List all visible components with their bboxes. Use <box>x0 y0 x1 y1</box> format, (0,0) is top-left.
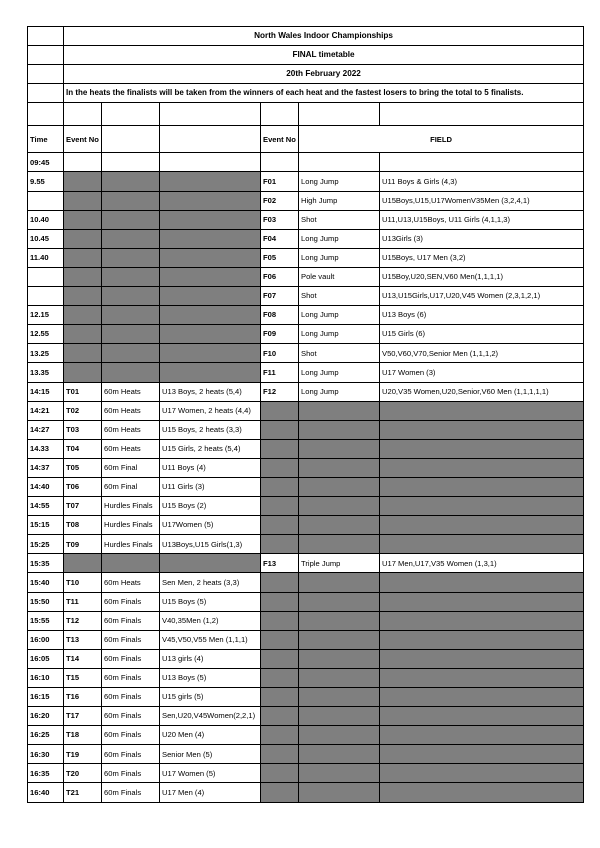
field-event-no <box>261 688 299 707</box>
schedule-row <box>28 458 584 477</box>
field-event-detail <box>380 611 584 630</box>
schedule-row <box>28 229 584 248</box>
track-event-name: 60m Finals <box>102 668 160 687</box>
field-event-no <box>261 707 299 726</box>
track-event-no <box>64 267 102 286</box>
blank-cell <box>102 103 160 126</box>
field-event-no: F11 <box>261 363 299 382</box>
blank-cell <box>28 27 64 46</box>
field-event-name: Long Jump <box>299 229 380 248</box>
track-event-no: T20 <box>64 764 102 783</box>
track-event-name <box>102 306 160 325</box>
schedule-row <box>28 153 584 172</box>
track-event-no: T10 <box>64 573 102 592</box>
field-event-no: F10 <box>261 344 299 363</box>
field-event-name <box>299 783 380 802</box>
blank-cell <box>28 103 64 126</box>
track-event-no: T16 <box>64 688 102 707</box>
track-event-name <box>102 191 160 210</box>
track-event-no <box>64 554 102 573</box>
field-event-detail <box>380 153 584 172</box>
field-event-name <box>299 573 380 592</box>
schedule-row <box>28 668 584 687</box>
time-cell: 15:35 <box>28 554 64 573</box>
field-event-name <box>299 707 380 726</box>
field-event-name <box>299 649 380 668</box>
track-event-detail <box>160 229 261 248</box>
field-event-no <box>261 497 299 516</box>
field-event-name: Shot <box>299 344 380 363</box>
schedule-row <box>28 248 584 267</box>
blank-cell <box>102 126 160 153</box>
track-event-detail: U17 Women (5) <box>160 764 261 783</box>
field-event-no <box>261 649 299 668</box>
track-event-no <box>64 306 102 325</box>
time-cell: 15:40 <box>28 573 64 592</box>
field-event-no <box>261 573 299 592</box>
schedule-row <box>28 287 584 306</box>
heats-note: In the heats the finalists will be taken from the winners of each heat and the fastest losers to bring the total to 5 finalists. <box>64 84 584 103</box>
track-event-detail: V40,35Men (1,2) <box>160 611 261 630</box>
field-event-detail <box>380 764 584 783</box>
time-cell: 16:10 <box>28 668 64 687</box>
track-event-no: T19 <box>64 745 102 764</box>
field-event-name <box>299 611 380 630</box>
track-event-no <box>64 210 102 229</box>
track-event-name: 60m Finals <box>102 649 160 668</box>
track-event-name <box>102 267 160 286</box>
field-event-no: F04 <box>261 229 299 248</box>
column-header-track-event-no: Event No <box>64 126 102 153</box>
track-event-no: T13 <box>64 630 102 649</box>
time-cell: 16:25 <box>28 726 64 745</box>
track-event-name: 60m Finals <box>102 592 160 611</box>
track-event-detail <box>160 554 261 573</box>
field-event-no <box>261 401 299 420</box>
time-cell: 10.40 <box>28 210 64 229</box>
schedule-row <box>28 497 584 516</box>
track-event-name <box>102 172 160 191</box>
doc-title: North Wales Indoor Championships <box>64 27 584 46</box>
schedule-row <box>28 325 584 344</box>
time-cell: 14:37 <box>28 458 64 477</box>
track-event-detail <box>160 325 261 344</box>
schedule-row <box>28 306 584 325</box>
schedule-row <box>28 420 584 439</box>
field-event-detail: U13,U15Girls,U17,U20,V45 Women (2,3,1,2,1) <box>380 287 584 306</box>
track-event-detail <box>160 153 261 172</box>
track-event-detail: U13 girls (4) <box>160 649 261 668</box>
track-event-name: 60m Final <box>102 477 160 496</box>
field-event-no <box>261 745 299 764</box>
track-event-name: 60m Heats <box>102 573 160 592</box>
field-event-detail: U13 Boys (6) <box>380 306 584 325</box>
track-event-name <box>102 287 160 306</box>
schedule-row <box>28 630 584 649</box>
schedule-row <box>28 172 584 191</box>
track-event-name: 60m Finals <box>102 726 160 745</box>
track-event-name <box>102 344 160 363</box>
field-event-detail <box>380 477 584 496</box>
schedule-row <box>28 649 584 668</box>
time-cell <box>28 287 64 306</box>
field-event-no <box>261 439 299 458</box>
schedule-row <box>28 535 584 554</box>
field-event-detail <box>380 439 584 458</box>
track-event-no: T14 <box>64 649 102 668</box>
track-event-detail <box>160 287 261 306</box>
field-event-name: Long Jump <box>299 172 380 191</box>
track-event-detail: U15 Boys (2) <box>160 497 261 516</box>
track-event-detail <box>160 344 261 363</box>
track-event-name: 60m Heats <box>102 401 160 420</box>
blank-cell <box>160 126 261 153</box>
track-event-no <box>64 229 102 248</box>
field-event-name: Long Jump <box>299 363 380 382</box>
doc-date: 20th February 2022 <box>64 65 584 84</box>
track-event-no: T03 <box>64 420 102 439</box>
field-event-name <box>299 592 380 611</box>
field-event-no: F03 <box>261 210 299 229</box>
track-event-name <box>102 210 160 229</box>
track-event-detail: Senior Men (5) <box>160 745 261 764</box>
field-event-detail: U15Boys, U17 Men (3,2) <box>380 248 584 267</box>
track-event-no <box>64 153 102 172</box>
track-event-no: T05 <box>64 458 102 477</box>
doc-subtitle: FINAL timetable <box>64 46 584 65</box>
field-event-name <box>299 745 380 764</box>
field-event-detail <box>380 497 584 516</box>
time-cell: 14.33 <box>28 439 64 458</box>
track-event-no <box>64 248 102 267</box>
field-event-name <box>299 420 380 439</box>
schedule-row <box>28 688 584 707</box>
field-event-no: F01 <box>261 172 299 191</box>
field-event-detail <box>380 707 584 726</box>
track-event-name <box>102 363 160 382</box>
track-event-detail: U15 Girls, 2 heats (5,4) <box>160 439 261 458</box>
time-cell: 16:05 <box>28 649 64 668</box>
field-event-detail <box>380 726 584 745</box>
track-event-no <box>64 287 102 306</box>
field-event-detail: U20,V35 Women,U20,Senior,V60 Men (1,1,1,1,1) <box>380 382 584 401</box>
time-cell <box>28 191 64 210</box>
track-event-no: T01 <box>64 382 102 401</box>
field-event-name: Long Jump <box>299 325 380 344</box>
track-event-detail: U11 Boys (4) <box>160 458 261 477</box>
field-event-name: Long Jump <box>299 382 380 401</box>
time-cell: 09:45 <box>28 153 64 172</box>
schedule-row <box>28 707 584 726</box>
field-event-detail <box>380 688 584 707</box>
schedule-row <box>28 439 584 458</box>
track-event-name: 60m Finals <box>102 764 160 783</box>
track-event-detail <box>160 191 261 210</box>
track-event-detail: Sen,U20,V45Women(2,2,1) <box>160 707 261 726</box>
schedule-row <box>28 267 584 286</box>
field-event-name <box>299 516 380 535</box>
field-event-no <box>261 592 299 611</box>
time-cell: 16:15 <box>28 688 64 707</box>
time-cell: 15:50 <box>28 592 64 611</box>
field-event-name <box>299 630 380 649</box>
field-event-no: F07 <box>261 287 299 306</box>
track-event-detail: U15 Boys (5) <box>160 592 261 611</box>
time-cell: 14:21 <box>28 401 64 420</box>
field-event-name <box>299 153 380 172</box>
field-event-no <box>261 630 299 649</box>
track-event-no: T17 <box>64 707 102 726</box>
track-event-name: Hurdles Finals <box>102 516 160 535</box>
column-header-field: FIELD <box>299 126 584 153</box>
blank-cell <box>28 65 64 84</box>
track-event-name: 60m Final <box>102 458 160 477</box>
track-event-name: 60m Finals <box>102 745 160 764</box>
track-event-detail: U17 Women, 2 heats (4,4) <box>160 401 261 420</box>
field-event-name: High Jump <box>299 191 380 210</box>
track-event-no: T18 <box>64 726 102 745</box>
time-cell: 10.45 <box>28 229 64 248</box>
field-event-name <box>299 477 380 496</box>
field-event-name: Long Jump <box>299 306 380 325</box>
field-event-name <box>299 726 380 745</box>
track-event-name: 60m Heats <box>102 382 160 401</box>
schedule-row <box>28 783 584 802</box>
field-event-name <box>299 401 380 420</box>
field-event-name <box>299 439 380 458</box>
blank-cell <box>261 103 299 126</box>
time-cell: 14:27 <box>28 420 64 439</box>
track-event-detail: U13 Boys, 2 heats (5,4) <box>160 382 261 401</box>
track-event-no <box>64 172 102 191</box>
schedule-row <box>28 210 584 229</box>
field-event-no <box>261 535 299 554</box>
schedule-row <box>28 191 584 210</box>
field-event-no <box>261 611 299 630</box>
track-event-detail: U15 Boys, 2 heats (3,3) <box>160 420 261 439</box>
time-cell: 13.35 <box>28 363 64 382</box>
field-event-no: F06 <box>261 267 299 286</box>
field-event-detail <box>380 649 584 668</box>
time-cell: 16:20 <box>28 707 64 726</box>
field-event-no <box>261 477 299 496</box>
track-event-detail <box>160 248 261 267</box>
field-event-name <box>299 688 380 707</box>
timetable <box>27 26 584 803</box>
field-event-detail <box>380 420 584 439</box>
time-cell: 11.40 <box>28 248 64 267</box>
time-cell: 9.55 <box>28 172 64 191</box>
field-event-detail: U17 Women (3) <box>380 363 584 382</box>
field-event-name: Shot <box>299 287 380 306</box>
field-event-detail: U11,U13,U15Boys, U11 Girls (4,1,1,3) <box>380 210 584 229</box>
track-event-no: T09 <box>64 535 102 554</box>
time-cell: 16:00 <box>28 630 64 649</box>
time-cell: 15:25 <box>28 535 64 554</box>
field-event-name <box>299 764 380 783</box>
field-event-no: F05 <box>261 248 299 267</box>
field-event-detail: V50,V60,V70,Senior Men (1,1,1,2) <box>380 344 584 363</box>
track-event-name: 60m Heats <box>102 439 160 458</box>
field-event-detail <box>380 745 584 764</box>
schedule-row <box>28 363 584 382</box>
track-event-no <box>64 191 102 210</box>
time-cell: 16:35 <box>28 764 64 783</box>
track-event-detail: U13Boys,U15 Girls(1,3) <box>160 535 261 554</box>
field-event-no <box>261 420 299 439</box>
field-event-no: F09 <box>261 325 299 344</box>
schedule-row <box>28 382 584 401</box>
blank-cell <box>28 46 64 65</box>
field-event-detail <box>380 516 584 535</box>
field-event-detail <box>380 573 584 592</box>
track-event-name <box>102 153 160 172</box>
track-event-no: T21 <box>64 783 102 802</box>
track-event-detail <box>160 172 261 191</box>
track-event-name: 60m Finals <box>102 611 160 630</box>
track-event-name: Hurdles Finals <box>102 497 160 516</box>
track-event-name: 60m Finals <box>102 630 160 649</box>
track-event-detail: U17 Men (4) <box>160 783 261 802</box>
track-event-no: T08 <box>64 516 102 535</box>
schedule-row <box>28 745 584 764</box>
blank-cell <box>380 103 584 126</box>
track-event-no: T06 <box>64 477 102 496</box>
track-event-no: T07 <box>64 497 102 516</box>
track-event-no: T12 <box>64 611 102 630</box>
track-event-no <box>64 344 102 363</box>
track-event-detail <box>160 306 261 325</box>
time-cell: 15:15 <box>28 516 64 535</box>
time-cell: 14:15 <box>28 382 64 401</box>
track-event-detail <box>160 267 261 286</box>
schedule-row <box>28 573 584 592</box>
field-event-name: Shot <box>299 210 380 229</box>
field-event-detail: U15Boy,U20,SEN,V60 Men(1,1,1,1) <box>380 267 584 286</box>
time-cell <box>28 267 64 286</box>
schedule-row <box>28 764 584 783</box>
track-event-no: T15 <box>64 668 102 687</box>
track-event-name <box>102 325 160 344</box>
field-event-name: Long Jump <box>299 248 380 267</box>
track-event-name <box>102 554 160 573</box>
field-event-no <box>261 516 299 535</box>
track-event-no: T02 <box>64 401 102 420</box>
field-event-name <box>299 458 380 477</box>
field-event-name <box>299 497 380 516</box>
schedule-row <box>28 554 584 573</box>
field-event-no: F12 <box>261 382 299 401</box>
blank-cell <box>28 84 64 103</box>
track-event-detail <box>160 363 261 382</box>
field-event-no: F02 <box>261 191 299 210</box>
track-event-name <box>102 248 160 267</box>
field-event-no <box>261 764 299 783</box>
schedule-row <box>28 477 584 496</box>
track-event-detail: U11 Girls (3) <box>160 477 261 496</box>
track-event-no: T04 <box>64 439 102 458</box>
field-event-no <box>261 726 299 745</box>
schedule-row <box>28 726 584 745</box>
field-event-detail <box>380 535 584 554</box>
field-event-no <box>261 668 299 687</box>
field-event-no: F13 <box>261 554 299 573</box>
time-cell: 15:55 <box>28 611 64 630</box>
track-event-name: 60m Finals <box>102 783 160 802</box>
field-event-detail <box>380 401 584 420</box>
schedule-row <box>28 592 584 611</box>
time-cell: 14:55 <box>28 497 64 516</box>
field-event-detail: U11 Boys & Girls (4,3) <box>380 172 584 191</box>
field-event-no <box>261 153 299 172</box>
track-event-detail: U17Women (5) <box>160 516 261 535</box>
track-event-name: 60m Heats <box>102 420 160 439</box>
schedule-row <box>28 344 584 363</box>
field-event-no <box>261 458 299 477</box>
field-event-detail: U15 Girls (6) <box>380 325 584 344</box>
field-event-detail <box>380 783 584 802</box>
time-cell: 12.15 <box>28 306 64 325</box>
field-event-detail: U15Boys,U15,U17WomenV35Men (3,2,4,1) <box>380 191 584 210</box>
track-event-name: 60m Finals <box>102 707 160 726</box>
field-event-detail: U13Girls (3) <box>380 229 584 248</box>
schedule-row <box>28 401 584 420</box>
track-event-no <box>64 363 102 382</box>
field-event-name: Triple Jump <box>299 554 380 573</box>
time-cell: 13.25 <box>28 344 64 363</box>
field-event-name <box>299 668 380 687</box>
blank-cell <box>64 103 102 126</box>
column-header-time: Time <box>28 126 64 153</box>
field-event-detail: U17 Men,U17,V35 Women (1,3,1) <box>380 554 584 573</box>
column-header-field-event-no: Event No <box>261 126 299 153</box>
track-event-detail: Sen Men, 2 heats (3,3) <box>160 573 261 592</box>
field-event-detail <box>380 630 584 649</box>
track-event-name: 60m Finals <box>102 688 160 707</box>
track-event-name <box>102 229 160 248</box>
track-event-no <box>64 325 102 344</box>
schedule-row <box>28 611 584 630</box>
field-event-no: F08 <box>261 306 299 325</box>
field-event-detail <box>380 458 584 477</box>
field-event-detail <box>380 592 584 611</box>
field-event-detail <box>380 668 584 687</box>
track-event-detail: U13 Boys (5) <box>160 668 261 687</box>
blank-cell <box>299 103 380 126</box>
track-event-name: Hurdles Finals <box>102 535 160 554</box>
track-event-detail <box>160 210 261 229</box>
field-event-no <box>261 783 299 802</box>
time-cell: 12.55 <box>28 325 64 344</box>
time-cell: 16:40 <box>28 783 64 802</box>
track-event-no: T11 <box>64 592 102 611</box>
time-cell: 16:30 <box>28 745 64 764</box>
field-event-name: Pole vault <box>299 267 380 286</box>
schedule-row <box>28 516 584 535</box>
track-event-detail: V45,V50,V55 Men (1,1,1) <box>160 630 261 649</box>
blank-cell <box>160 103 261 126</box>
field-event-name <box>299 535 380 554</box>
track-event-detail: U20 Men (4) <box>160 726 261 745</box>
track-event-detail: U15 girls (5) <box>160 688 261 707</box>
time-cell: 14:40 <box>28 477 64 496</box>
